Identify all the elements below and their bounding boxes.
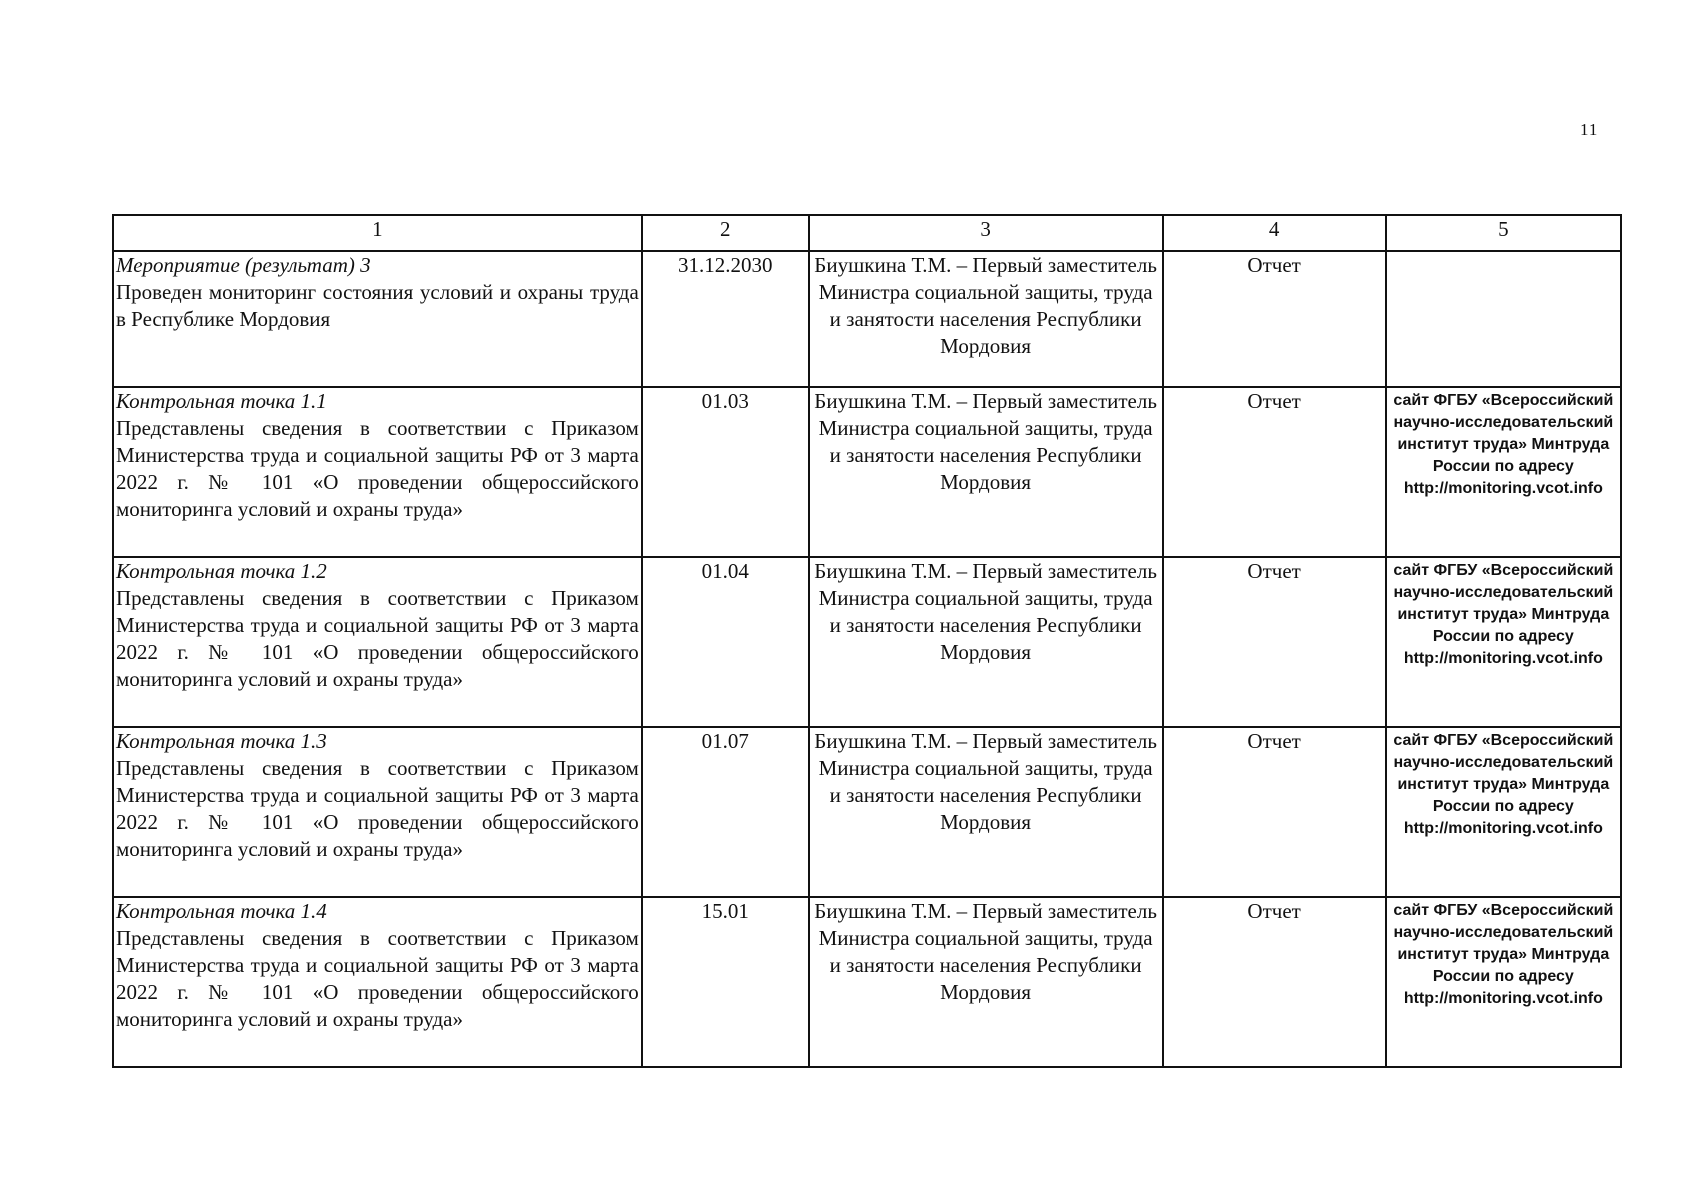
source-cell (1386, 251, 1621, 387)
responsible-cell: Биушкина Т.М. – Первый заместитель Министра социальной защиты, труда и занятости населения Республики Мордовия (809, 557, 1163, 727)
table-row (113, 727, 1621, 897)
header-cell-2: 2 (642, 215, 809, 251)
date-cell: 01.07 (642, 727, 809, 897)
responsible-cell: Биушкина Т.М. – Первый заместитель Министра социальной защиты, труда и занятости населения Республики Мордовия (809, 251, 1163, 387)
header-cell-3: 3 (809, 215, 1163, 251)
event-description: Представлены сведения в соответствии с Приказом Министерства труда и социальной защиты РФ от 3 марта 2022 г. № 101 «О проведении общероссийского мониторинга условий и охраны труда» (116, 756, 639, 861)
event-title: Мероприятие (результат) 3 (116, 253, 371, 277)
event-cell (113, 727, 642, 897)
date-cell: 01.03 (642, 387, 809, 557)
page-number: 11 (1580, 120, 1599, 139)
event-cell (113, 897, 642, 1067)
result-cell: Отчет (1163, 557, 1386, 727)
responsible-cell: Биушкина Т.М. – Первый заместитель Министра социальной защиты, труда и занятости населения Республики Мордовия (809, 727, 1163, 897)
result-cell: Отчет (1163, 251, 1386, 387)
table-row (113, 387, 1621, 557)
date-cell: 15.01 (642, 897, 809, 1067)
event-title: Контрольная точка 1.2 (116, 559, 327, 583)
header-cell-1: 1 (113, 215, 642, 251)
source-cell: сайт ФГБУ «Всероссийский научно-исследовательский институт труда» Минтруда России по адресу http://monitoring.vcot.info (1386, 387, 1621, 557)
result-cell: Отчет (1163, 897, 1386, 1067)
event-title: Контрольная точка 1.4 (116, 899, 327, 923)
event-description: Проведен мониторинг состояния условий и охраны труда в Республике Мордовия (116, 280, 639, 331)
date-cell: 31.12.2030 (642, 251, 809, 387)
event-title: Контрольная точка 1.1 (116, 389, 327, 413)
header-row (113, 215, 1621, 251)
source-cell: сайт ФГБУ «Всероссийский научно-исследовательский институт труда» Минтруда России по адресу http://monitoring.vcot.info (1386, 727, 1621, 897)
event-description: Представлены сведения в соответствии с Приказом Министерства труда и социальной защиты РФ от 3 марта 2022 г. № 101 «О проведении общероссийского мониторинга условий и охраны труда» (116, 416, 639, 521)
table-row (113, 557, 1621, 727)
table-row (113, 897, 1621, 1067)
activities-table (112, 214, 1622, 1068)
source-cell: сайт ФГБУ «Всероссийский научно-исследовательский институт труда» Минтруда России по адресу http://monitoring.vcot.info (1386, 557, 1621, 727)
event-cell (113, 251, 642, 387)
event-description: Представлены сведения в соответствии с Приказом Министерства труда и социальной защиты РФ от 3 марта 2022 г. № 101 «О проведении общероссийского мониторинга условий и охраны труда» (116, 586, 639, 691)
header-cell-5: 5 (1386, 215, 1621, 251)
event-cell (113, 557, 642, 727)
result-cell: Отчет (1163, 727, 1386, 897)
responsible-cell: Биушкина Т.М. – Первый заместитель Министра социальной защиты, труда и занятости населения Республики Мордовия (809, 387, 1163, 557)
event-title: Контрольная точка 1.3 (116, 729, 327, 753)
header-cell-4: 4 (1163, 215, 1386, 251)
table-row (113, 251, 1621, 387)
responsible-cell: Биушкина Т.М. – Первый заместитель Министра социальной защиты, труда и занятости населения Республики Мордовия (809, 897, 1163, 1067)
date-cell: 01.04 (642, 557, 809, 727)
event-description: Представлены сведения в соответствии с Приказом Министерства труда и социальной защиты РФ от 3 марта 2022 г. № 101 «О проведении общероссийского мониторинга условий и охраны труда» (116, 926, 639, 1031)
source-cell: сайт ФГБУ «Всероссийский научно-исследовательский институт труда» Минтруда России по адресу http://monitoring.vcot.info (1386, 897, 1621, 1067)
result-cell: Отчет (1163, 387, 1386, 557)
event-cell (113, 387, 642, 557)
